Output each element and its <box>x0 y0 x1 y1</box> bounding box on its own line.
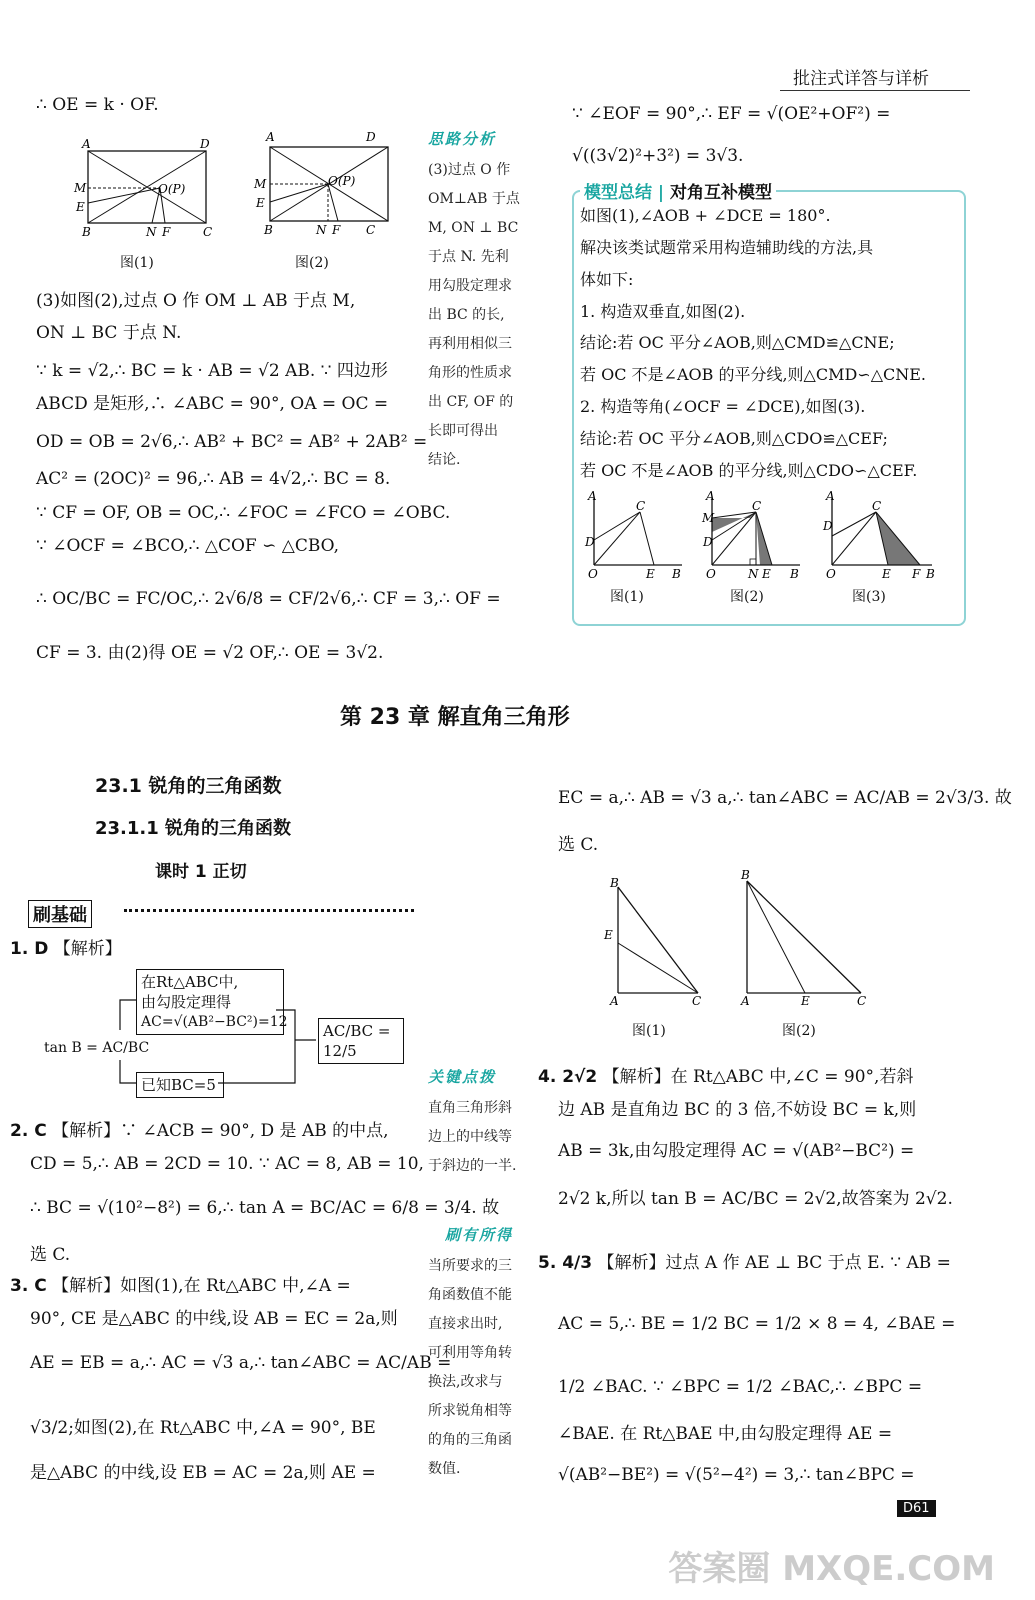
svg-text:B: B <box>610 876 619 890</box>
note-line: 直角三角形斜 <box>428 1100 512 1116</box>
note-line: 角形的性质求 <box>428 365 512 381</box>
note-line: 再利用相似三 <box>428 336 512 352</box>
text-line: 【解析】在 Rt△ABC 中,∠C = 90°,若斜 <box>602 1067 914 1087</box>
text-line: AB = 3k,由勾股定理得 AC = √(AB²−BC²) = <box>558 1141 915 1161</box>
text-line: 【解析】过点 A 作 AE ⊥ BC 于点 E. ∵ AB = <box>597 1253 951 1273</box>
note-title: 思路分析 <box>428 130 497 148</box>
figure-caption: 图(2) <box>730 589 764 605</box>
svg-text:O: O <box>588 567 598 580</box>
model-line: 1. 构造双垂直,如图(2). <box>580 302 746 321</box>
svg-text:A: A <box>82 137 91 151</box>
svg-text:N: N <box>316 223 327 237</box>
note-line: 出 BC 的长, <box>428 307 505 323</box>
svg-text:F: F <box>332 223 341 237</box>
text-line: ABCD 是矩形,∴ ∠ABC = 90°, OA = OC = <box>36 394 389 414</box>
svg-text:D: D <box>823 519 833 533</box>
note-line: 长即可得出 <box>428 423 498 439</box>
note-title: 关键点拨 <box>428 1068 497 1086</box>
text-line: √3/2;如图(2),在 Rt△ABC 中,∠A = 90°, BE <box>30 1418 376 1438</box>
page-number: D61 <box>897 1500 936 1517</box>
figure-caption: 图(2) <box>782 1023 816 1039</box>
model-title: 模型总结 | 对角互补模型 <box>580 178 776 203</box>
flow-box-result: AC/BC = 12/5 <box>318 1018 404 1064</box>
question-5 <box>538 1252 951 1274</box>
flow-arrows <box>100 960 325 1090</box>
note-line: 换法,改求与 <box>428 1374 503 1390</box>
text-line: CF = 3. 由(2)得 OE = √2 OF,∴ OE = 3√2. <box>36 643 384 663</box>
question-1 <box>10 938 122 960</box>
model-line: 解决该类试题常采用构造辅助线的方法,具 <box>580 238 874 257</box>
text-line: 2√2 k,所以 tan B = AC/BC = 2√2,故答案为 2√2. <box>558 1189 953 1209</box>
text-line: ∵ ∠OCF = ∠BCO,∴ △COF ∽ △CBO, <box>36 536 339 556</box>
text-line: (3)如图(2),过点 O 作 OM ⊥ AB 于点 M, <box>36 291 356 311</box>
svg-text:A: A <box>588 490 597 503</box>
svg-text:M: M <box>702 511 715 525</box>
svg-text:O: O <box>826 567 836 580</box>
svg-text:N: N <box>146 225 157 239</box>
text-line: 90°, CE 是△ABC 的中线,设 AB = EC = 2a,则 <box>30 1309 398 1329</box>
figure-caption: 图(2) <box>295 255 329 271</box>
svg-text:C: C <box>857 994 867 1008</box>
text-line: 1/2 ∠BAC. ∵ ∠BPC = 1/2 ∠BAC,∴ ∠BPC = <box>558 1377 923 1397</box>
note-title: 刷有所得 <box>445 1226 514 1244</box>
triangle-figure-2 <box>735 865 875 1010</box>
svg-text:D: D <box>585 535 595 549</box>
text-line: √(AB²−BE²) = √(5²−4²) = 3,∴ tan∠BPC = <box>558 1465 915 1485</box>
model-title-text: 模型总结 <box>584 183 652 203</box>
text-line: ∵ CF = OF, OB = OC,∴ ∠FOC = ∠FCO = ∠OBC. <box>36 503 451 523</box>
flow-text: 在Rt△ABC中, <box>141 973 239 991</box>
svg-text:B: B <box>926 567 935 580</box>
svg-text:N: N <box>748 567 759 580</box>
svg-text:D: D <box>200 137 210 151</box>
model-line: 若 OC 不是∠AOB 的平分线,则△CDO∽△CEF. <box>580 461 918 480</box>
model-line: 体如下: <box>580 270 634 289</box>
text-line: CD = 5,∴ AB = 2CD = 10. ∵ AC = 8, AB = 10, <box>30 1154 424 1174</box>
note-body <box>428 1094 533 1181</box>
svg-text:M: M <box>74 181 87 195</box>
figure-caption: 图(3) <box>852 589 886 605</box>
figure-caption: 图(1) <box>120 255 154 271</box>
answer-label: 5. 4/3 <box>538 1253 593 1273</box>
running-header: 批注式详答与详析 <box>793 69 929 89</box>
svg-text:B: B <box>264 223 273 237</box>
text-line: ∠BAE. 在 Rt△BAE 中,由勾股定理得 AE = <box>558 1424 893 1444</box>
svg-text:O(P): O(P) <box>158 182 186 196</box>
chapter-title: 第 23 章 解直角三角形 <box>340 705 570 730</box>
watermark: 答案圈 MXQE.COM <box>668 1549 995 1589</box>
svg-text:A: A <box>266 130 275 144</box>
tan-b-expression: tan B = AC/BC <box>44 1040 150 1056</box>
svg-text:A: A <box>826 490 835 503</box>
practice-badge: 刷基础 <box>28 900 92 928</box>
svg-text:A: A <box>706 490 715 503</box>
note-line: 所求锐角相等 <box>428 1403 512 1419</box>
text-line: AC² = (2OC)² = 96,∴ AB = 4√2,∴ BC = 8. <box>36 469 391 489</box>
model-figure-3 <box>820 490 945 580</box>
subsection-title: 23.1.1 锐角的三角函数 <box>95 818 292 839</box>
flow-text: 由勾股定理得 <box>141 993 232 1011</box>
text-line: EC = a,∴ AB = √3 a,∴ tan∠ABC = AC/AB = 2√3/3. 故 <box>558 788 1012 808</box>
model-line: 若 OC 不是∠AOB 的平分线,则△CMD∽△CNE. <box>580 365 927 384</box>
note-line: 可利用等角转 <box>428 1345 512 1361</box>
text-line: AC = 5,∴ BE = 1/2 BC = 1/2 × 8 = 4, ∠BAE = <box>558 1314 956 1334</box>
svg-text:B: B <box>672 567 681 580</box>
triangle-figure-1 <box>600 875 710 1010</box>
note-line: M, ON ⊥ BC <box>428 220 519 236</box>
note-line: OM⊥AB 于点 <box>428 191 520 207</box>
model-figure-1 <box>582 490 692 580</box>
svg-text:C: C <box>366 223 376 237</box>
svg-text:E: E <box>801 994 810 1008</box>
model-line: 结论:若 OC 平分∠AOB,则△CMD≌△CNE; <box>580 333 895 352</box>
note-line: 于点 N. 先利 <box>428 249 509 265</box>
figure-caption: 图(1) <box>610 589 644 605</box>
question-3 <box>10 1275 351 1297</box>
model-line: 2. 构造等角(∠OCF = ∠DCE),如图(3). <box>580 397 866 416</box>
svg-text:C: C <box>692 994 702 1008</box>
svg-text:E: E <box>76 200 85 214</box>
svg-text:F: F <box>912 567 921 580</box>
answer-label: 2. C <box>10 1121 47 1141</box>
svg-text:E: E <box>256 196 265 210</box>
svg-text:C: C <box>872 499 882 513</box>
text-line: 【解析】∵ ∠ACB = 90°, D 是 AB 的中点, <box>52 1121 389 1141</box>
note-line: 数值. <box>428 1461 461 1477</box>
note-line: 用勾股定理求 <box>428 278 512 294</box>
svg-text:O(P): O(P) <box>328 174 356 188</box>
lesson-title: 课时 1 正切 <box>155 862 247 882</box>
svg-text:E: E <box>604 928 613 942</box>
svg-text:D: D <box>703 535 713 549</box>
text-line: 【解析】如图(1),在 Rt△ABC 中,∠A = <box>52 1276 351 1296</box>
text-line: 选 C. <box>558 835 599 855</box>
model-line: 结论:若 OC 平分∠AOB,则△CDO≌△CEF; <box>580 429 888 448</box>
svg-text:B: B <box>741 868 750 882</box>
svg-text:E: E <box>762 567 771 580</box>
svg-text:M: M <box>254 177 267 191</box>
text-line: ∴ OC/BC = FC/OC,∴ 2√6/8 = CF/2√6,∴ CF = 3,∴ OF = <box>36 589 501 609</box>
text-line: ∵ ∠EOF = 90°,∴ EF = √(OE²+OF²) = <box>572 104 891 124</box>
svg-text:E: E <box>646 567 655 580</box>
question-4 <box>538 1066 913 1088</box>
rectangle-figure-2 <box>250 127 400 242</box>
svg-text:B: B <box>790 567 799 580</box>
question-2 <box>10 1120 389 1142</box>
note-line: 结论. <box>428 452 461 468</box>
text-line: AE = EB = a,∴ AC = √3 a,∴ tan∠ABC = AC/AB = <box>30 1353 452 1373</box>
svg-text:D: D <box>366 130 376 144</box>
text-line: ON ⊥ BC 于点 N. <box>36 323 182 343</box>
answer-label: 1. D <box>10 939 49 959</box>
text-line: OD = OB = 2√6,∴ AB² + BC² = AB² + 2AB² = <box>36 432 428 452</box>
note-line: 于斜边的一半. <box>428 1158 517 1174</box>
note-line: 当所要求的三 <box>428 1258 512 1274</box>
text-line: 边 AB 是直角边 BC 的 3 倍,不妨设 BC = k,则 <box>558 1100 917 1120</box>
text-line: 是△ABC 的中线,设 EB = AC = 2a,则 AE = <box>30 1463 376 1483</box>
text-line: 选 C. <box>30 1245 71 1265</box>
svg-text:C: C <box>752 499 762 513</box>
note-line: 的角的三角函 <box>428 1432 512 1448</box>
text-line: √((3√2)²+3²) = 3√3. <box>572 146 744 166</box>
text-line: ∵ k = √2,∴ BC = k · AB = √2 AB. ∵ 四边形 <box>36 361 388 381</box>
flow-box-given: 已知BC=5 <box>136 1072 224 1098</box>
text-line: ∴ OE = k · OF. <box>36 95 159 115</box>
svg-text:E: E <box>882 567 891 580</box>
svg-text:C: C <box>203 225 213 239</box>
answer-label: 4. 2√2 <box>538 1067 598 1087</box>
note-line: 角函数值不能 <box>428 1287 512 1303</box>
model-subtitle: 对角互补模型 <box>670 183 773 203</box>
answer-label: 3. C <box>10 1276 47 1296</box>
model-figure-2 <box>700 490 810 580</box>
svg-text:C: C <box>636 499 646 513</box>
note-line: (3)过点 O 作 <box>428 162 511 178</box>
figure-caption: 图(1) <box>632 1023 666 1039</box>
svg-text:A: A <box>610 994 619 1008</box>
header-rule <box>780 90 970 91</box>
note-line: 直接求出时, <box>428 1316 503 1332</box>
svg-text:F: F <box>162 225 171 239</box>
svg-text:A: A <box>741 994 750 1008</box>
rectangle-figure-1 <box>70 133 220 243</box>
text-line: ∴ BC = √(10²−8²) = 6,∴ tan A = BC/AC = 6/8 = 3/4. 故 <box>30 1198 500 1218</box>
section-title: 23.1 锐角的三角函数 <box>95 775 282 797</box>
model-line: 如图(1),∠AOB + ∠DCE = 180°. <box>580 206 831 225</box>
svg-text:B: B <box>82 225 91 239</box>
svg-text:O: O <box>706 567 716 580</box>
analysis-tag: 【解析】 <box>53 939 122 959</box>
flow-text: AC=√(AB²−BC²)=12 <box>141 1014 288 1030</box>
note-line: 边上的中线等 <box>428 1129 512 1145</box>
note-line: 出 CF, OF 的 <box>428 394 514 410</box>
note-body <box>428 156 533 475</box>
dotted-divider <box>124 909 414 912</box>
